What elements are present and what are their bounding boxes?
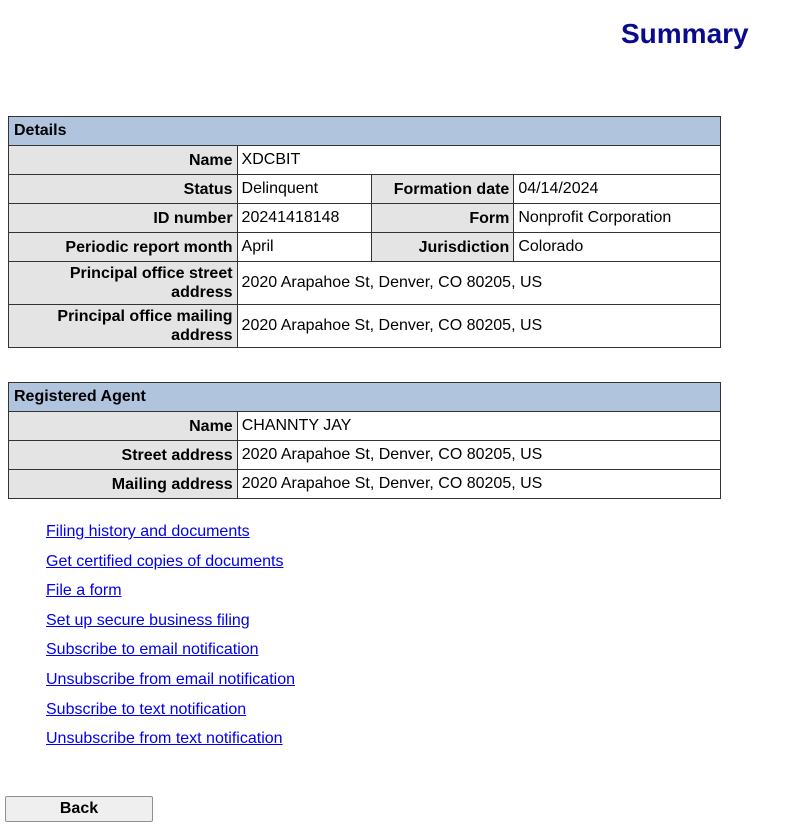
details-heading: Details: [9, 117, 721, 146]
formation-date-label: Formation date: [372, 175, 514, 204]
list-item: [46, 699, 295, 729]
agent-header-row: [9, 383, 721, 412]
file-a-form-link[interactable]: File a form: [46, 582, 122, 600]
list-item: [46, 521, 295, 551]
details-header-row: [9, 117, 721, 146]
details-row-name: [9, 146, 721, 175]
unsubscribe-email-link[interactable]: Unsubscribe from email notification: [46, 670, 295, 688]
status-label: Status: [9, 175, 238, 204]
periodic-report-month-label: Periodic report month: [9, 233, 238, 262]
details-row-status: [9, 175, 721, 204]
details-row-id: [9, 204, 721, 233]
agent-mailing-label: Mailing address: [9, 470, 238, 499]
jurisdiction-label: Jurisdiction: [372, 233, 514, 262]
periodic-report-month-value: April: [237, 233, 372, 262]
name-label: Name: [9, 146, 238, 175]
agent-row-name: [9, 412, 721, 441]
agent-street-label: Street address: [9, 441, 238, 470]
list-item: [46, 551, 295, 581]
agent-street-value: 2020 Arapahoe St, Denver, CO 80205, US: [237, 441, 720, 470]
list-item: [46, 669, 295, 699]
list-item: [46, 610, 295, 640]
id-number-label: ID number: [9, 204, 238, 233]
details-row-report-month: [9, 233, 721, 262]
details-table: [8, 116, 721, 348]
status-value: Delinquent: [237, 175, 372, 204]
back-button[interactable]: Back: [5, 796, 153, 822]
principal-street-label: Principal office street address: [9, 262, 238, 305]
registered-agent-table: [8, 382, 721, 499]
agent-name-value: CHANNTY JAY: [237, 412, 720, 441]
secure-business-filing-link[interactable]: Set up secure business filing: [46, 611, 250, 629]
unsubscribe-text-link[interactable]: Unsubscribe from text notification: [46, 730, 283, 748]
certified-copies-link[interactable]: Get certified copies of documents: [46, 552, 284, 570]
details-row-principal-street: [9, 262, 721, 305]
list-item: [46, 728, 295, 758]
action-links: [46, 521, 295, 758]
subscribe-email-link[interactable]: Subscribe to email notification: [46, 641, 259, 659]
filing-history-link[interactable]: Filing history and documents: [46, 523, 250, 540]
details-row-principal-mailing: [9, 305, 721, 348]
form-label: Form: [372, 204, 514, 233]
jurisdiction-value: Colorado: [514, 233, 721, 262]
agent-row-mailing: [9, 470, 721, 499]
principal-mailing-value: 2020 Arapahoe St, Denver, CO 80205, US: [237, 305, 720, 348]
page-title: Summary: [621, 18, 749, 49]
agent-mailing-value: 2020 Arapahoe St, Denver, CO 80205, US: [237, 470, 720, 499]
list-item: [46, 639, 295, 669]
agent-name-label: Name: [9, 412, 238, 441]
form-value: Nonprofit Corporation: [514, 204, 721, 233]
list-item: [46, 580, 295, 610]
agent-row-street: [9, 441, 721, 470]
name-value: XDCBIT: [237, 146, 720, 175]
id-number-value: 20241418148: [237, 204, 372, 233]
formation-date-value: 04/14/2024: [514, 175, 721, 204]
principal-mailing-label: Principal office mailing address: [9, 305, 238, 348]
registered-agent-heading: Registered Agent: [9, 383, 721, 412]
subscribe-text-link[interactable]: Subscribe to text notification: [46, 700, 247, 718]
principal-street-value: 2020 Arapahoe St, Denver, CO 80205, US: [237, 262, 720, 305]
